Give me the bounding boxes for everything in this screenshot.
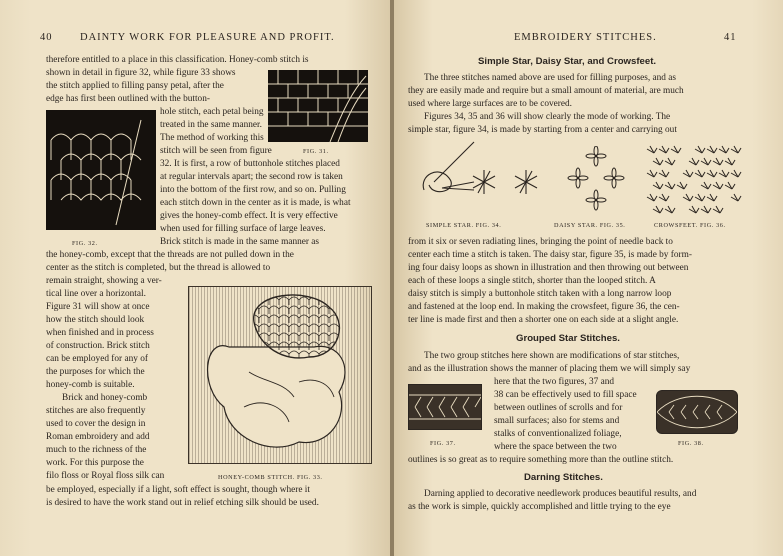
text-line: 38 can be effectively used to fill space (494, 390, 637, 400)
fig37-caption: FIG. 37. (430, 440, 456, 447)
text-line: The method of working this (160, 133, 264, 143)
text-line: they are easily made and require but a small amount of material, are much (408, 86, 684, 96)
text-line: center as the stitch is completed, but the thread is allowed to (46, 263, 271, 273)
fig38-caption: FIG. 38. (678, 440, 704, 447)
text-line: and as the illustration shows the manner of placing them we will simply say (408, 364, 691, 374)
text-line: when used for filling surface of large leaves. (160, 224, 326, 234)
text-line: where the space between the two (494, 442, 617, 452)
text-line: each of these loops a single stitch, shorter than the looped stitch. A (408, 276, 656, 286)
text-line: treated in the same manner. (160, 120, 262, 130)
text-line: stitches are also frequently (46, 406, 146, 416)
text-line: work. For this purpose the (46, 458, 144, 468)
text-line: simple star, figure 34, is made by starting from a center and carrying out (408, 125, 677, 135)
text-line: Darning applied to decorative needlework produces beautiful results, and (424, 489, 697, 499)
text-line: tical line over a horizontal. (46, 289, 146, 299)
text-line: and fastened at the loop end. In making the crowsfeet, figure 36, the cen- (408, 302, 680, 312)
fig33-caption: HONEY-COMB STITCH. FIG. 33. (218, 474, 323, 481)
text-line: each stitch down in the center as it is made, is what (160, 198, 351, 208)
text-line: honey-comb is suitable. (46, 380, 135, 390)
text-line: small surfaces; also for stems and (494, 416, 620, 426)
text-line: here that the two figures, 37 and (494, 377, 615, 387)
fig32-caption: FIG. 32. (72, 240, 98, 247)
page-number: 40 (40, 32, 53, 43)
text-line: therefore entitled to a place in this classification. Honey-comb stitch is (46, 55, 309, 65)
text-line: Figures 34, 35 and 36 will show clearly the mode of working. The (424, 112, 671, 122)
section-heading: Simple Star, Daisy Star, and Crowsfeet. (478, 56, 657, 67)
text-line: Brick and honey-comb (62, 393, 148, 403)
text-line: stalks of conventionalized foliage, (494, 429, 622, 439)
text-line: Figure 31 will show at once (46, 302, 150, 312)
text-line: gives the honey-comb effect. It is very effective (160, 211, 338, 221)
grouped-star-figure-37 (408, 384, 482, 430)
text-line: The three stitches named above are used for filling purposes, and as (424, 73, 676, 83)
text-line: outlines is so great as to require something more than the outline stitch. (408, 455, 674, 465)
text-line: 32. It is first, a row of buttonhole stitches placed (160, 159, 340, 169)
text-line: is desired to have the work stand out in relief etching silk should be used. (46, 498, 319, 508)
text-line: the stitch applied to filling pansy petal, after the (46, 81, 224, 91)
text-line: edge has first been outlined with the button- (46, 94, 210, 104)
pansy-figure (188, 286, 372, 464)
daisy-star-figure (566, 146, 626, 212)
fig36-caption: CROWSFEET. FIG. 36. (654, 222, 726, 229)
text-line: from it six or seven radiating lines, bringing the point of needle back to (408, 237, 673, 247)
text-line: Roman embroidery and add (46, 432, 150, 442)
text-line: filo floss or Royal floss silk can (46, 471, 165, 481)
honeycomb-stitch-figure (46, 110, 156, 230)
text-line: between outlines of scrolls and for (494, 403, 623, 413)
text-line: the purposes for which the (46, 367, 145, 377)
text-line: used to cover the design in (46, 419, 146, 429)
text-line: at regular intervals apart; the second row is taken (160, 172, 343, 182)
text-line: Brick stitch is made in the same manner as (160, 237, 320, 247)
text-line: as the work is simple, quickly accomplished and little trying to the eye (408, 502, 671, 512)
text-line: the honey-comb, except that the threads are not pulled down in the (46, 250, 294, 260)
text-line: center each time a stitch is taken. The daisy star, figure 35, is made by form- (408, 250, 692, 260)
text-line: hole stitch, each petal being (160, 107, 264, 117)
section-heading: Darning Stitches. (524, 472, 603, 483)
text-line: into the bottom of the first row, and so on. Pulling (160, 185, 346, 195)
fig34-caption: SIMPLE STAR. FIG. 34. (426, 222, 502, 229)
text-line: shown in detail in figure 32, while figure 33 shows (46, 68, 236, 78)
right-page (394, 0, 783, 556)
text-line: when finished and in process (46, 328, 154, 338)
text-line: can be employed for any of (46, 354, 148, 364)
text-line: remain straight, showing a ver- (46, 276, 162, 286)
grouped-star-figure-38 (656, 390, 738, 434)
fig31-caption: FIG. 31. (303, 148, 329, 155)
text-line: The two group stitches here shown are modifications of star stitches, (424, 351, 680, 361)
running-head: DAINTY WORK FOR PLEASURE AND PROFIT. (80, 32, 335, 43)
page-number: 41 (724, 32, 737, 43)
text-line: how the stitch should look (46, 315, 145, 325)
text-line: ing four daisy loops as shown in illustration and then throwing out between (408, 263, 689, 273)
text-line: used where large surfaces are to be covered. (408, 99, 572, 109)
running-head: EMBROIDERY STITCHES. (514, 32, 657, 43)
section-heading: Grouped Star Stitches. (516, 333, 620, 344)
text-line: be employed, especially if a light, soft effect is sought, though where it (46, 485, 310, 495)
brick-stitch-figure (268, 70, 368, 142)
crowsfeet-figure (646, 144, 746, 216)
fig35-caption: DAISY STAR. FIG. 35. (554, 222, 626, 229)
text-line: much to the richness of the (46, 445, 147, 455)
text-line: daisy stitch is simply a buttonhole stitch taken with a long narrow loop (408, 289, 672, 299)
text-line: of construction. Brick stitch (46, 341, 150, 351)
simple-star-figure (414, 140, 554, 210)
text-line: ter line is made first and then a shorter one on each side at a slight angle. (408, 315, 679, 325)
text-line: stitch will be seen from figure (160, 146, 272, 156)
